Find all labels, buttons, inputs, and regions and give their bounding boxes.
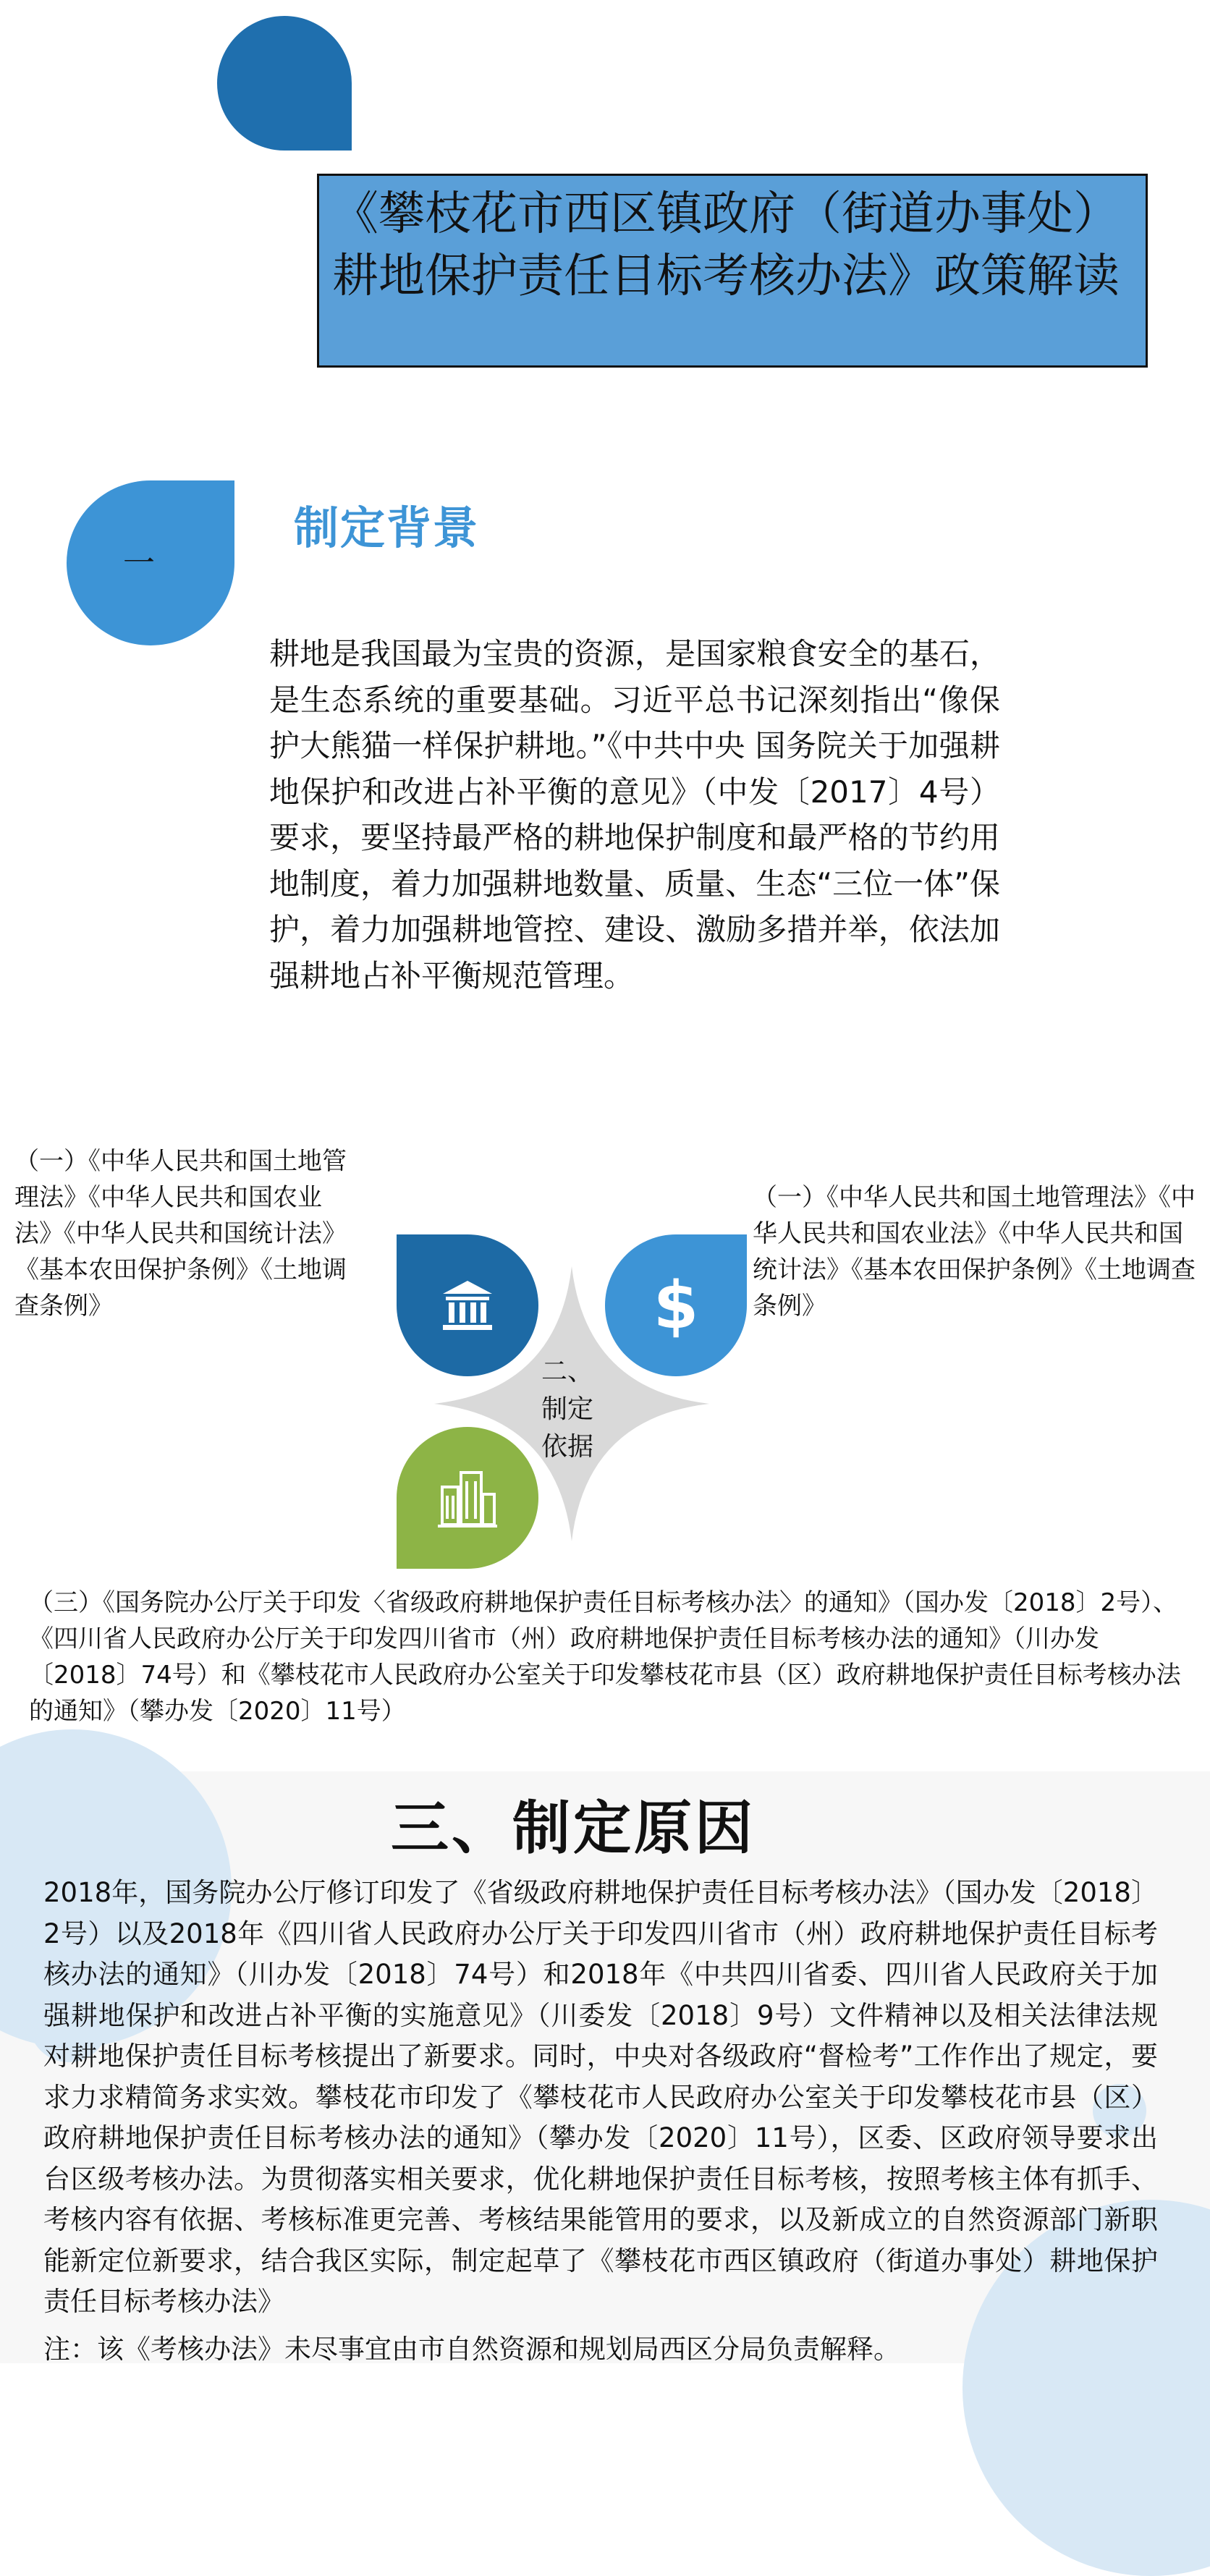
basis-leaf-1 <box>397 1234 538 1376</box>
section3-paragraph: 2018年，国务院办公厅修订印发了《省级政府耕地保护责任目标考核办法》（国办发〔2018〕2号）以及2018年《四川省人民政府办公厅关于印发四川省市（州）政府耕地保护责任目标考核办法的通知》（川办发〔2018〕74号）和2018年《中共四川省委、四川省人民政府关于加强耕地保护和改进占补平衡的实施意见》（川委发〔2018〕9号）文件精神以及相关法律法规对耕地保护责任目标考核提出了新要求。同时，中央对各级政府“督检考”工作作出了规定，要求力求精简务求实效。攀枝花市印发了《攀枝花市人民政府办公室关于印发攀枝花市县（区）政府耕地保护责任目标考核办法的通知》（攀办发〔2020〕11号），区委、区政府领导要求出台区级考核办法。为贯彻落实相关要求，优化耕地保护责任目标考核，按照考核主体有抓手、考核内容有依据、考核标准更完善、考核结果能管用的要求，以及新成立的自然资源部门新职能新定位新要求，结合我区实际，制定起草了《攀枝花市西区镇政府（街道办事处）耕地保护责任目标考核办法》 <box>43 1877 1158 2317</box>
decorative-drop <box>217 16 352 151</box>
basis-left-text: （一）《中华人民共和国土地管理法》《中华人民共和国农业法》《中华人民共和国统计法》《基本农田保护条例》《土地调查条例》 <box>14 1147 347 1321</box>
section3-heading: 三、制定原因 <box>391 1795 756 1862</box>
basis-right-text: （一）《中华人民共和国土地管理法》《中华人民共和国农业法》《中华人民共和国统计法》《基本农田保护条例》《土地调查条例》 <box>753 1183 1196 1321</box>
dollar-icon: $ <box>653 1267 699 1344</box>
bank-icon <box>397 1234 538 1376</box>
section1-number: 一 <box>123 545 155 582</box>
footnote: 注：该《考核办法》未尽事宜由市自然资源和规划局西区分局负责解释。 <box>43 2334 900 2365</box>
basis-leaf-3 <box>397 1427 538 1569</box>
building-icon <box>397 1427 538 1569</box>
section1-heading: 制定背景 <box>294 501 480 554</box>
page-title: 《攀枝花市西区镇政府（街道办事处）耕地保护责任目标考核办法》政策解读 <box>317 174 1148 368</box>
basis-center-label: 二、制定依据 <box>541 1357 594 1462</box>
section1-paragraph: 耕地是我国最为宝贵的资源，是国家粮食安全的基石，是生态系统的重要基础。习近平总书记深刻指出“像保护大熊猫一样保护耕地。”《中共中央 国务院关于加强耕地保护和改进占补平衡的意见》（中发〔2017〕4号）要求，要坚持最严格的耕地保护制度和最严格的节约用地制度，着力加强耕地数量、质量、生态“三位一体”保护，着力加强耕地管控、建设、激励多措并举，依法加强耕地占补平衡规范管理。 <box>269 636 1000 993</box>
basis-three-text: （三）《国务院办公厅关于印发〈省级政府耕地保护责任目标考核办法〉的通知》（国办发〔2018〕2号）、《四川省人民政府办公厅关于印发四川省市（州）政府耕地保护责任目标考核办法的通知》（川办发〔2018〕74号）和《攀枝花市人民政府办公室关于印发攀枝花市县（区）政府耕地保护责任目标考核办法的通知》（攀办发〔2020〕11号） <box>29 1588 1181 1726</box>
basis-leaf-2 <box>605 1234 747 1376</box>
